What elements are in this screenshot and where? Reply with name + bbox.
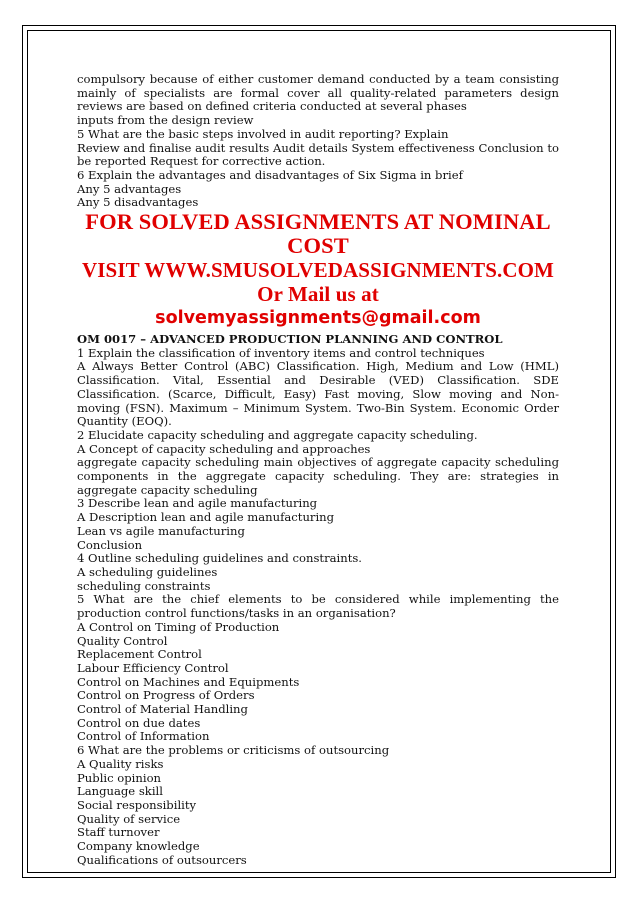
list-item: Labour Efficiency Control xyxy=(77,660,229,675)
list-item: A Description lean and agile manufacturing xyxy=(77,510,335,525)
list-item: Control on Progress of Orders xyxy=(77,688,255,703)
answer-2b: aggregate capacity scheduling main objectives of aggregate capacity scheduling components in the aggregate capacity scheduling. They are: strategies in aggregate capacity scheduling xyxy=(77,455,559,497)
question-3: 3 Describe lean and agile manufacturing xyxy=(77,496,318,511)
promo-email: solvemyassignments@gmail.com xyxy=(155,308,481,329)
list-item: Control on due dates xyxy=(77,715,201,730)
list-item: Qualifications of outsourcers xyxy=(77,852,247,867)
list-item: Lean vs agile manufacturing xyxy=(77,523,245,538)
list-item: Control on Machines and Equipments xyxy=(77,674,300,689)
document-body xyxy=(77,73,559,867)
list-item: Conclusion xyxy=(77,537,143,552)
section-heading: OM 0017 – ADVANCED PRODUCTION PLANNING AND CONTROL xyxy=(77,332,503,347)
list-item: Control of Material Handling xyxy=(77,702,248,717)
list-item: Language skill xyxy=(77,784,163,799)
promo-line-1: FOR SOLVED ASSIGNMENTS AT NOMINAL COST xyxy=(85,209,551,259)
answer-2a: A Concept of capacity scheduling and approaches xyxy=(77,441,371,456)
list-item: Quality Control xyxy=(77,633,168,648)
promo-line-3: Or Mail us at xyxy=(257,282,379,307)
question-6: 6 What are the problems or criticisms of outsourcing xyxy=(77,743,390,758)
list-item: Staff turnover xyxy=(77,825,160,840)
list-item: Control of Information xyxy=(77,729,210,744)
list-item: Social responsibility xyxy=(77,797,197,812)
list-item: A Quality risks xyxy=(77,756,164,771)
answer-1: A Always Better Control (ABC) Classification. High, Medium and Low (HML) Classification. Vital, Essential and Desirable (VED) Classification. SDE Classification. (Scarce, Difficult, Easy) Fast moving, Slow moving and Non-moving (FSN). Maximum – Minimum System. Two-Bin System. Economic Order Quantity (EOQ). xyxy=(77,359,559,429)
question-5-audit: 5 What are the basic steps involved in audit reporting? Explain xyxy=(77,126,449,141)
question-2: 2 Elucidate capacity scheduling and aggregate capacity scheduling. xyxy=(77,427,478,442)
list-item: scheduling constraints xyxy=(77,578,211,593)
text-line: Any 5 advantages xyxy=(77,181,182,196)
list-item: A Control on Timing of Production xyxy=(77,619,280,634)
list-item: Replacement Control xyxy=(77,647,202,662)
intro-paragraph: compulsory because of either customer demand conducted by a team consisting mainly of specialists are formal cover all quality-related parameters design reviews are based on defined criteria conducted at several phases xyxy=(77,72,559,114)
text-line: Any 5 disadvantages xyxy=(77,195,199,210)
text-line: inputs from the design review xyxy=(77,113,254,128)
question-4: 4 Outline scheduling guidelines and constraints. xyxy=(77,551,362,566)
list-item: A scheduling guidelines xyxy=(77,564,218,579)
promo-line-2: VISIT WWW.SMUSOLVEDASSIGNMENTS.COM xyxy=(82,258,554,283)
question-1: 1 Explain the classification of inventory items and control techniques xyxy=(77,345,485,360)
question-5: 5 What are the chief elements to be considered while implementing the production control functions/tasks in an organisation? xyxy=(77,592,559,621)
list-item: Quality of service xyxy=(77,811,181,826)
list-item: Public opinion xyxy=(77,770,162,785)
question-6-six-sigma: 6 Explain the advantages and disadvantages of Six Sigma in brief xyxy=(77,167,463,182)
answer-5-audit: Review and finalise audit results Audit details System effectiveness Conclusion to be reported Request for corrective action. xyxy=(77,140,559,169)
list-item: Company knowledge xyxy=(77,839,200,854)
